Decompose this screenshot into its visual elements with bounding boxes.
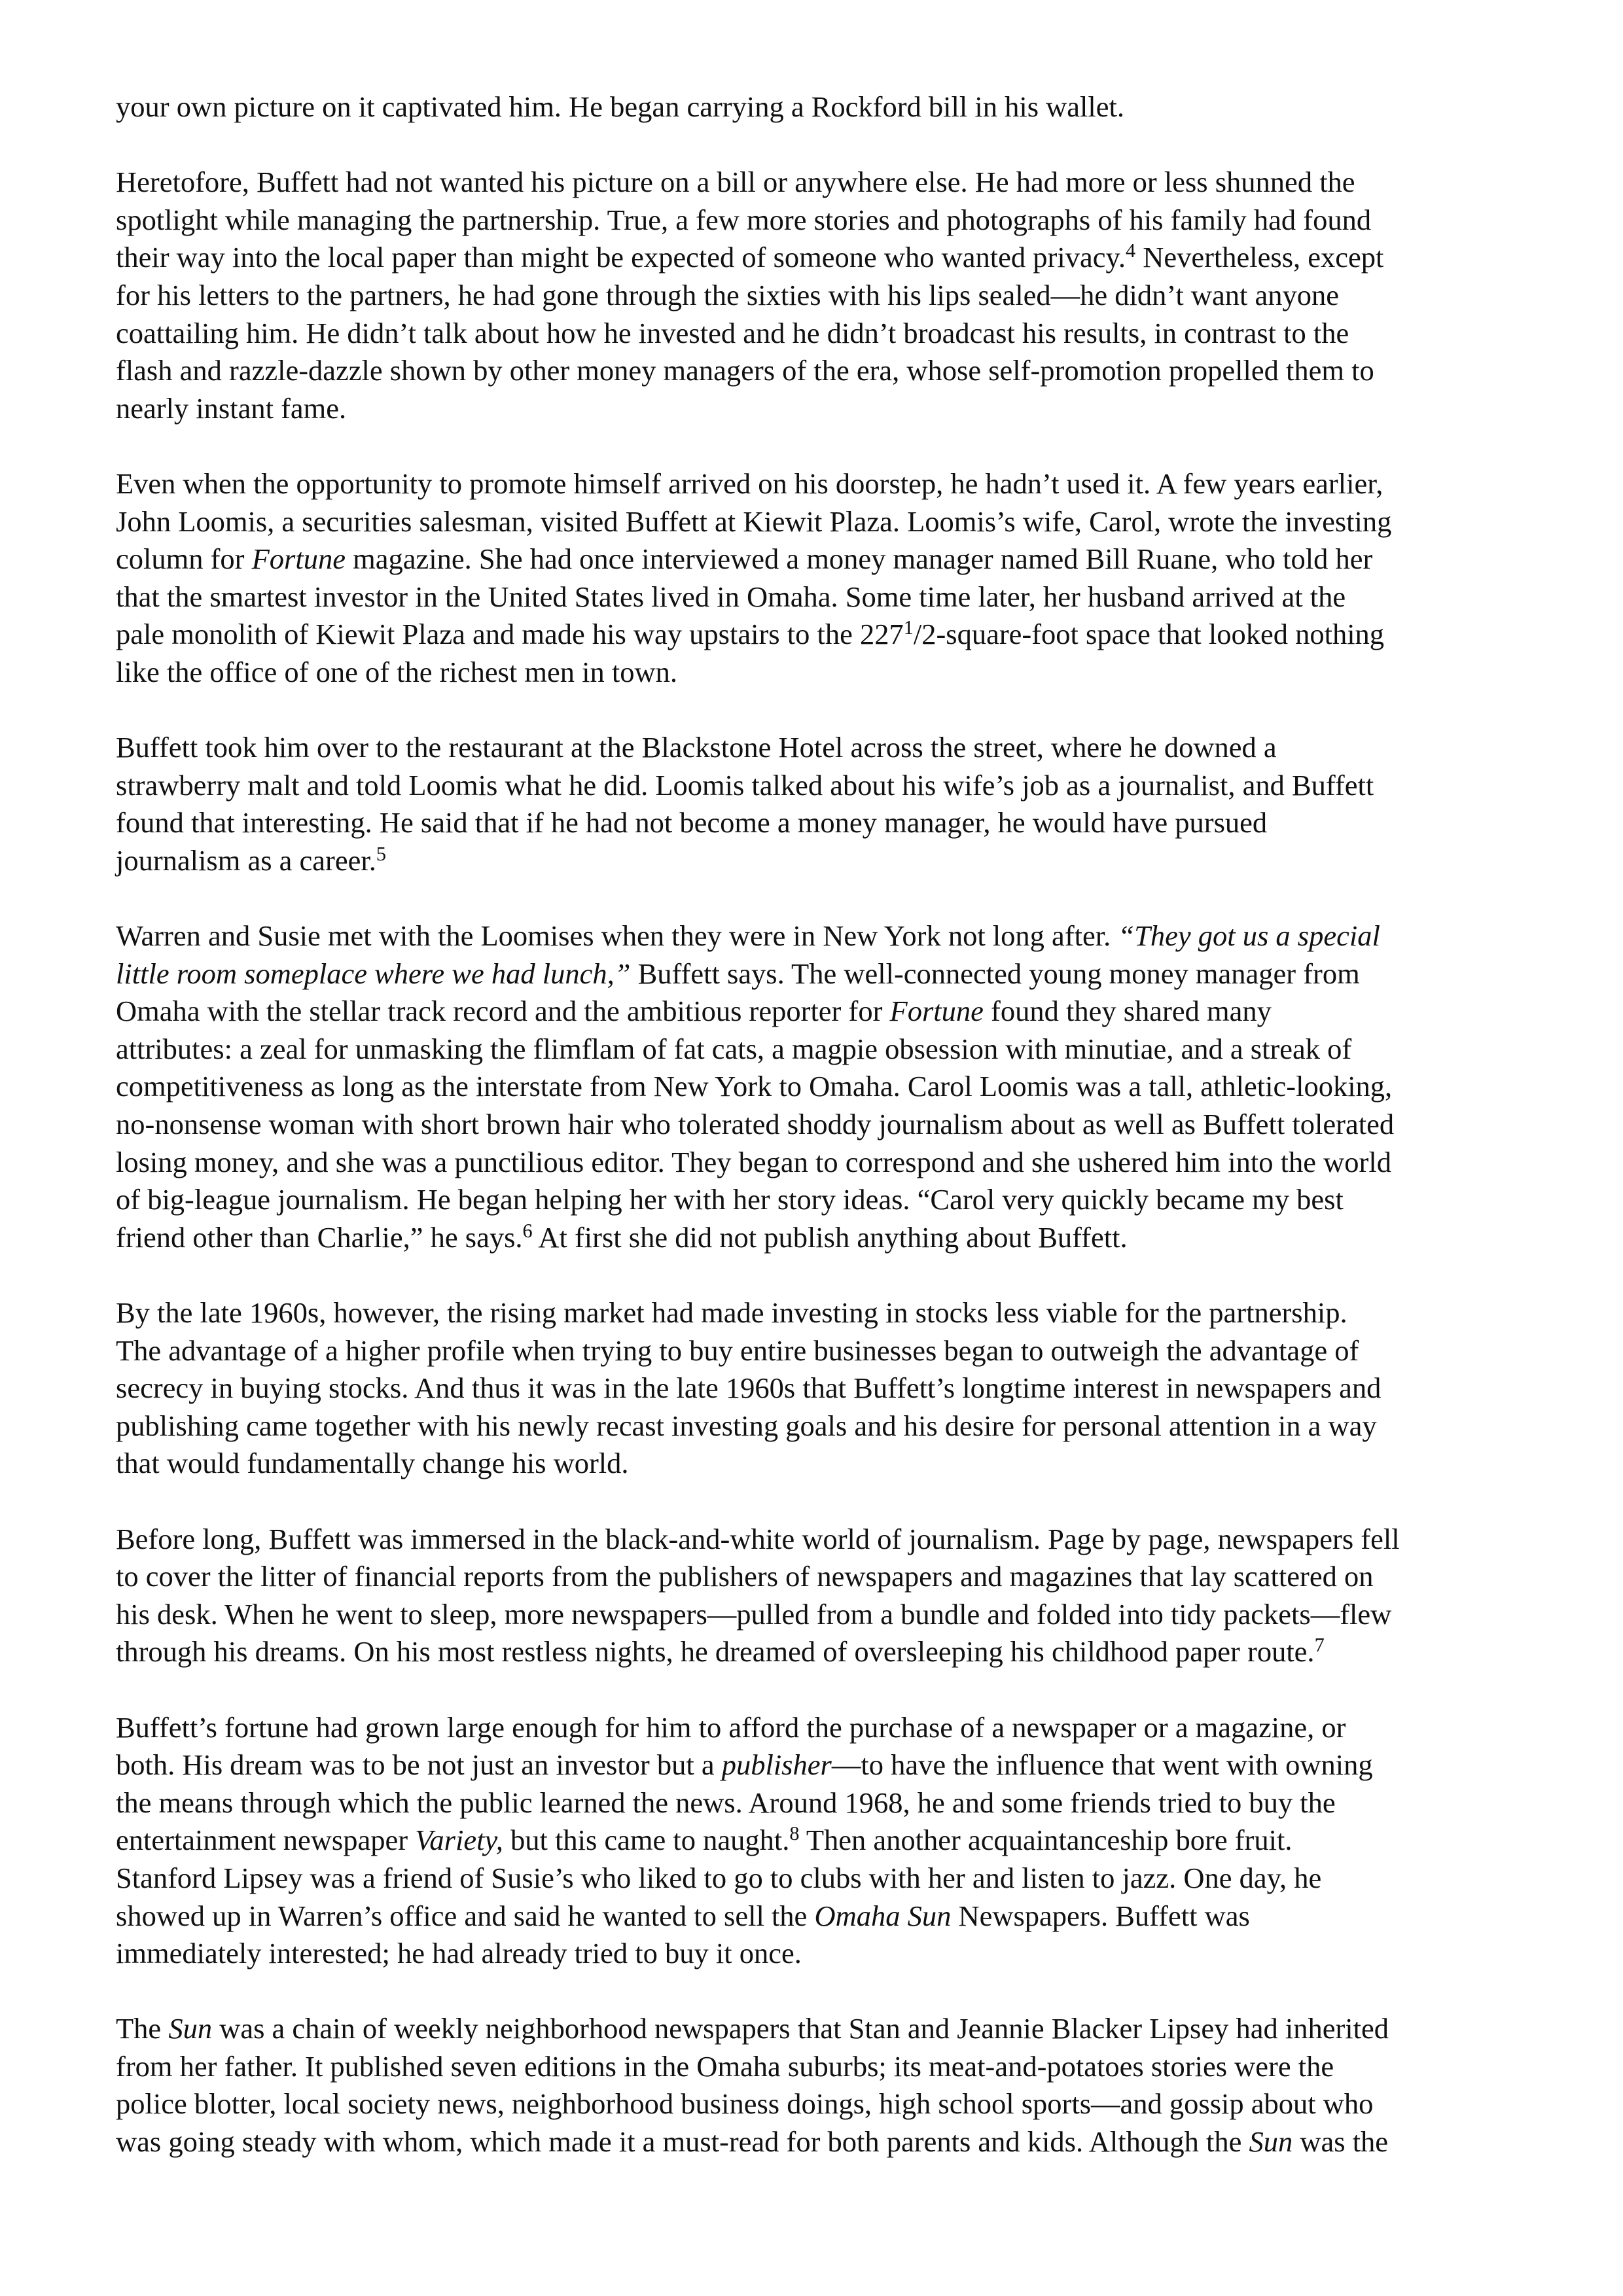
footnote-marker: 5 [376, 842, 386, 865]
text-run: was the [1293, 2125, 1389, 2159]
italic-text: publisher [721, 1748, 832, 1782]
text-run: was a chain of weekly neighborhood newspapers that Stan and Jeannie Blacker Lipsey had inherited from her father. It published seven editions in the Omaha suburbs; its meat-and-potatoes stories were the police blotter, local society news, neighborhood business doings, high school sports—and gossip about who was going steady with whom, which made it a must-read for both parents and kids. Although the [116, 2012, 1389, 2159]
text-run: At first she did not publish anything about Buffett. [532, 1220, 1128, 1254]
text-run: magazine. She had once interviewed a money manager named Bill Ruane, who told her that the smartest investor in the United States lived in Omaha. Some time later, her husband arrived at the pale monolith of Kiewit Plaza and made his way upstairs to the 227 [116, 542, 1373, 651]
text-run: Nevertheless, except for his letters to the partners, he had gone through the sixties with his lips sealed—he didn’t want anyone coattailing him. He didn’t talk about how he invested and he didn’t broadcast his results, in contrast to the flash and razzle-dazzle shown by other money managers of the era, whose self-promotion propelled them to nearly instant fame. [116, 241, 1384, 425]
italic-text: Fortune [889, 995, 984, 1028]
text-run: By the late 1960s, however, the rising market had made investing in stocks less viable for the partnership. The advantage of a higher profile when trying to buy entire businesses began to outweigh the advantage of secrecy in buying stocks. And thus it was in the late 1960s that Buffett’s longtime interest in newspapers and publishing came together with his newly recast investing goals and his desire for personal attention in a way that would fundamentally change his world. [116, 1296, 1382, 1480]
text-run: —to have the influence that went with owning the means through which the public learned the news. Around 1968, he and some friends tried to buy the entertainment newspaper [116, 1748, 1373, 1857]
text-run: Even when the opportunity to promote himself arrived on his doorstep, he hadn’t used it. A few years earlier, John Loomis, a securities salesman, visited Buffett at Kiewit Plaza. Loomis’s wife, Carol, wrote the investing column for [116, 467, 1392, 576]
text-run: but this came to naught. [503, 1824, 790, 1857]
italic-text: Variety, [415, 1824, 503, 1857]
text-run: found they shared many attributes: a zeal for unmasking the flimflam of fat cats, a magpie obsession with minutiae, and a streak of competitiveness as long as the interstate from New York to Omaha. Carol Loomis was a tall, athletic-looking, no-nonsense woman with short brown hair who tolerated shoddy journalism about as well as Buffett tolerated losing money, and she was a punctilious editor. They began to correspond and she ushered him into the world of big-league journalism. He began helping her with her story ideas. “Carol very quickly became my best friend other than Charlie,” he says. [116, 995, 1395, 1254]
footnote-marker: 8 [789, 1822, 800, 1845]
paragraph-2 [116, 164, 1523, 427]
paragraph-4 [116, 729, 1523, 879]
italic-text: Omaha Sun [814, 1899, 952, 1932]
footnote-marker: 1 [903, 616, 914, 639]
italic-text: Fortune [251, 542, 346, 576]
paragraph-1 [116, 88, 1523, 126]
text-run: Warren and Susie met with the Loomises when they were in New York not long after. [116, 919, 1118, 953]
italic-text: Sun [168, 2012, 213, 2045]
text-run: your own picture on it captivated him. He began carrying a Rockford bill in his wallet. [116, 90, 1125, 123]
italic-text: Sun [1249, 2125, 1293, 2159]
paragraph-6 [116, 1294, 1523, 1483]
text-run: The [116, 2012, 169, 2045]
paragraph-7 [116, 1521, 1523, 1671]
footnote-marker: 7 [1314, 1634, 1325, 1657]
text-run: Before long, Buffett was immersed in the black-and-white world of journalism. Page by page, newspapers fell to cover the litter of financial reports from the publishers of newspapers and magazines that lay scattered on his desk. When he went to sleep, more newspapers—pulled from a bundle and folded into tidy packets—flew through his dreams. On his most restless nights, he dreamed of oversleeping his childhood paper route. [116, 1522, 1400, 1669]
text-run: Buffett took him over to the restaurant at the Blackstone Hotel across the street, where he downed a strawberry malt and told Loomis what he did. Loomis talked about his wife’s job as a journalist, and Buffett found that interesting. He said that if he had not become a money manager, he would have pursued journalism as a career. [116, 731, 1374, 877]
text-run: Buffett’s fortune had grown large enough for him to afford the purchase of a newspaper or a magazine, or both. His dream was to be not just an investor but a [116, 1710, 1346, 1782]
text-run: Buffett says. The well-connected young money manager from Omaha with the stellar track record and the ambitious reporter for [116, 957, 1360, 1028]
paragraph-9 [116, 2010, 1523, 2161]
italic-text: “They got us a special little room someplace where we had lunch,” [116, 919, 1380, 990]
text-run: Newspapers. Buffett was immediately interested; he had already tried to buy it once. [116, 1899, 1250, 1970]
text-run: /2-square-foot space that looked nothing like the office of one of the richest men in town. [116, 618, 1385, 688]
paragraph-3 [116, 465, 1523, 692]
text-run: Heretofore, Buffett had not wanted his picture on a bill or anywhere else. He had more or less shunned the spotlight while managing the partnership. True, a few more stories and photographs of his family had found their way into the local paper than might be expected of someone who wanted privacy. [116, 166, 1372, 274]
paragraph-8 [116, 1709, 1523, 1973]
paragraph-5 [116, 917, 1523, 1256]
footnote-marker: 4 [1125, 239, 1136, 262]
document-page [116, 88, 1523, 2161]
footnote-marker: 6 [522, 1219, 533, 1242]
text-run: Then another acquaintanceship bore fruit. Stanford Lipsey was a friend of Susie’s who liked to go to clubs with her and listen to jazz. One day, he showed up in Warren’s office and said he wanted to sell the [116, 1824, 1322, 1932]
